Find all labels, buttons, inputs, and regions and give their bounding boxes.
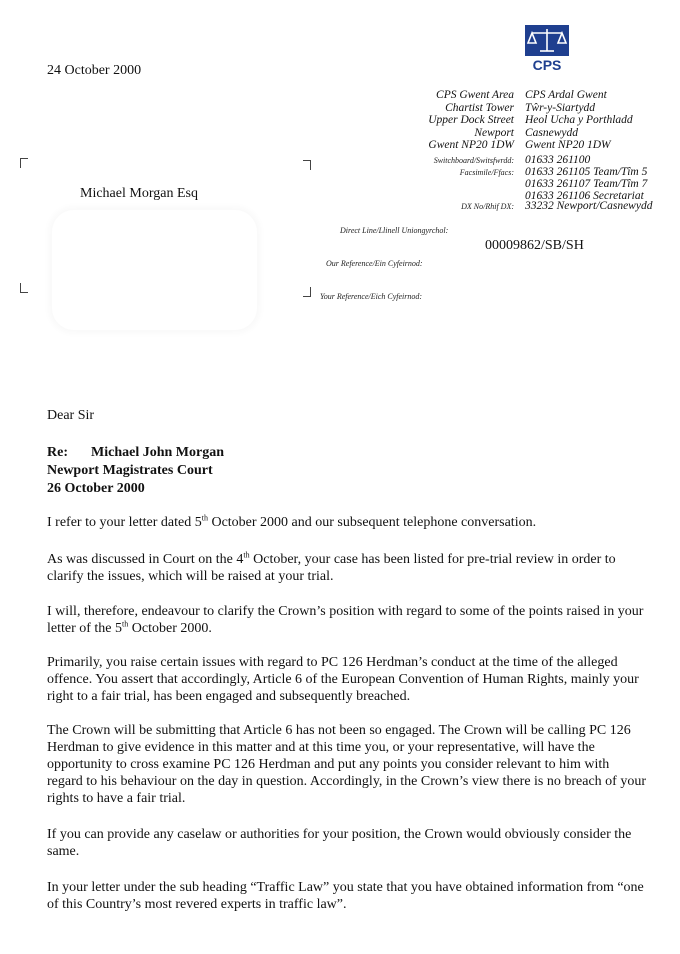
fax-line: 01633 261106 Secretariat bbox=[525, 190, 644, 202]
dx-label: DX No/Rhif DX: bbox=[461, 202, 514, 211]
paragraph-7: In your letter under the sub heading “Traffic Law” you state that you have obtained information from “one of this Country’s most revered experts in traffic law”. bbox=[47, 880, 644, 912]
text-run: I refer to your letter dated 5 bbox=[47, 515, 202, 530]
switchboard-number: 01633 261100 bbox=[525, 154, 591, 166]
address-line: Heol Ucha y Porthladd bbox=[525, 114, 633, 126]
paragraph-1 bbox=[47, 514, 647, 531]
superscript: th bbox=[243, 550, 250, 560]
our-reference: 00009862/SB/SH bbox=[485, 238, 584, 253]
switchboard-label: Switchboard/Switsfwrdd: bbox=[433, 156, 514, 165]
address-line: Casnewydd bbox=[525, 126, 579, 139]
re-court: Newport Magistrates Court bbox=[47, 463, 213, 478]
superscript: th bbox=[122, 619, 129, 629]
paragraph-3 bbox=[47, 603, 647, 637]
re-name: Michael John Morgan bbox=[91, 445, 224, 460]
corner-mark bbox=[303, 287, 311, 297]
paragraph-2 bbox=[47, 551, 647, 585]
address-line: Gwent NP20 1DW bbox=[525, 139, 611, 151]
letter-date: 24 October 2000 bbox=[47, 63, 142, 78]
paragraph-5: The Crown will be submitting that Article 6 has not been so engaged. The Crown will be calling PC 126 Herdman to give evidence in this matter and at this time you, or your representative, will have the opportunity to cross examine PC 126 Herdman and put any points you consider relevant to him with regard to his behaviour on the day in question. Accordingly, in the Crown’s view there is no breach of your rights to have a fair trial. bbox=[47, 723, 647, 806]
fax-numbers bbox=[525, 166, 647, 202]
paragraph-4: Primarily, you raise certain issues with regard to PC 126 Herdman’s conduct at the time of the alleged offence. You assert that accordingly, Article 6 of the European Convention of Human Rights, mainly your right to a fair trial, has been engaged and subsequently breached. bbox=[47, 655, 639, 704]
text-run: I will, therefore, endeavour to clarify the Crown’s position with regard to some of the points raised in your letter of the 5 bbox=[47, 604, 644, 636]
your-reference-label: Your Reference/Eich Cyfeirnod: bbox=[320, 292, 423, 301]
address-line: Tŵr-y-Siartydd bbox=[525, 101, 596, 114]
address-welsh bbox=[525, 89, 633, 152]
dx-number: 33232 Newport/Casnewydd bbox=[525, 200, 653, 212]
text-run: October 2000. bbox=[128, 621, 212, 636]
fax-label: Facsimile/Ffacs: bbox=[459, 168, 514, 177]
recipient-name: Michael Morgan Esq bbox=[80, 186, 198, 201]
text-run: October 2000 and our subsequent telephone conversation. bbox=[207, 515, 537, 530]
re-block bbox=[47, 444, 224, 498]
corner-mark bbox=[20, 283, 28, 293]
corner-mark bbox=[20, 158, 28, 168]
text-run: As was discussed in Court on the 4 bbox=[47, 552, 244, 567]
fax-line: 01633 261105 Team/Tîm 5 bbox=[525, 166, 648, 178]
superscript: th bbox=[201, 513, 208, 523]
redacted-address bbox=[52, 210, 257, 330]
address-line: Upper Dock Street bbox=[428, 114, 514, 126]
cps-logo bbox=[524, 24, 570, 72]
our-reference-label: Our Reference/Ein Cyfeirnod: bbox=[326, 259, 423, 268]
address-line: CPS Ardal Gwent bbox=[525, 89, 607, 101]
address-english bbox=[428, 89, 514, 152]
address-line: CPS Gwent Area bbox=[436, 89, 514, 101]
address-line: Newport bbox=[474, 126, 514, 139]
re-label: Re: bbox=[47, 445, 68, 460]
text-run: October, your case has been listed for pre-trial review in order to clarify the issues, which will be raised at your trial. bbox=[47, 552, 616, 584]
direct-line-label: Direct Line/Llinell Uniongyrchol: bbox=[340, 226, 449, 235]
corner-mark bbox=[303, 160, 311, 170]
cps-logo-text: CPS bbox=[532, 57, 562, 72]
address-line: Gwent NP20 1DW bbox=[428, 139, 514, 151]
paragraph-6: If you can provide any caselaw or authorities for your position, the Crown would obviously consider the same. bbox=[47, 827, 632, 859]
fax-line: 01633 261107 Team/Tîm 7 bbox=[525, 178, 648, 190]
address-line: Chartist Tower bbox=[445, 101, 514, 114]
re-date: 26 October 2000 bbox=[47, 481, 145, 496]
salutation: Dear Sir bbox=[47, 408, 95, 423]
